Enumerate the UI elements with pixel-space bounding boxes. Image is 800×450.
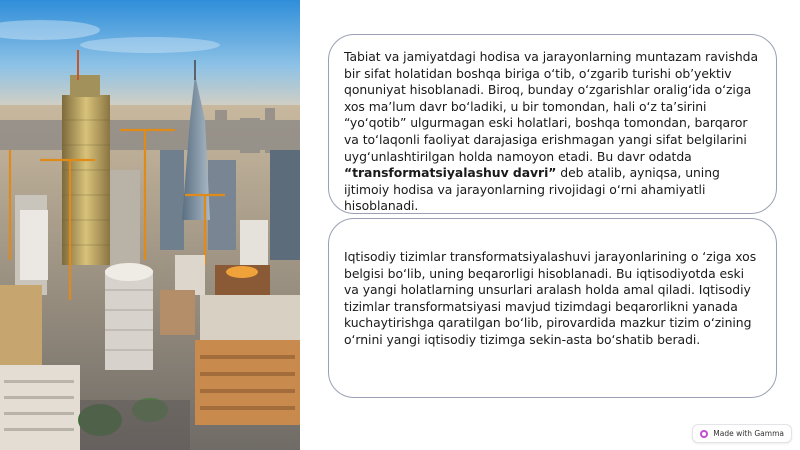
text-card-transformation-period <box>328 34 777 214</box>
card1-text-after: deb atalib, ayniqsa, uning ijtimoiy hodisa va jarayonlarning rivojidagi o‘rni ahamiyatli hisoblanadi. <box>344 165 720 214</box>
made-with-gamma-badge[interactable] <box>692 424 792 443</box>
city-skyline-image <box>0 0 300 450</box>
card2-paragraph: Iqtisodiy tizimlar transformatsiyalashuvi jarayonlarining o ‘ziga xos belgisi bo‘lib, uning beqarorligi hisoblanadi. Bu iqtisodiyotda eski va yangi holatlarning unsurlari aralash holda amal qiladi. Iqtisodiy tizimlar transformatsiyasi mavjud tizimdagi beqarorlikni yanada kuchaytirishga qaratilgan bo‘lib, pirovardida mazkur tizim o‘zining o‘rnini yangi iqtisodiy tizimga sekin-asta bo‘shatib beradi. <box>344 249 757 347</box>
card1-bold-term: “transformatsiyalashuv davri” <box>344 165 557 181</box>
text-card-economic-systems <box>328 218 777 398</box>
gamma-logo-icon <box>700 430 708 438</box>
city-skyline-photo <box>0 0 300 450</box>
card1-paragraph <box>344 49 762 215</box>
card1-text-before: Tabiat va jamiyatdagi hodisa va jarayonlarning muntazam ravishda bir sifat holatidan boshqa biriga o‘tib, o‘zgarib turishi ob’yektiv qonuniyat hisoblanadi. Biroq, bunday o‘zgarishlar oralig‘ida o‘ziga xos ma’lum davr bo‘ladiki, u bir tomondan, hali o‘z ta’sirini “yo‘qotib” ulgurmagan eski holatlari, boshqa tomondan, barqaror va to‘laqonli faoliyat darajasiga erishmagan yangi sifat belgilarini uyg‘unlashtirilgan holda namoyon etadi. Bu davr odatda <box>344 49 759 164</box>
made-with-gamma-label: Made with Gamma <box>713 429 784 438</box>
